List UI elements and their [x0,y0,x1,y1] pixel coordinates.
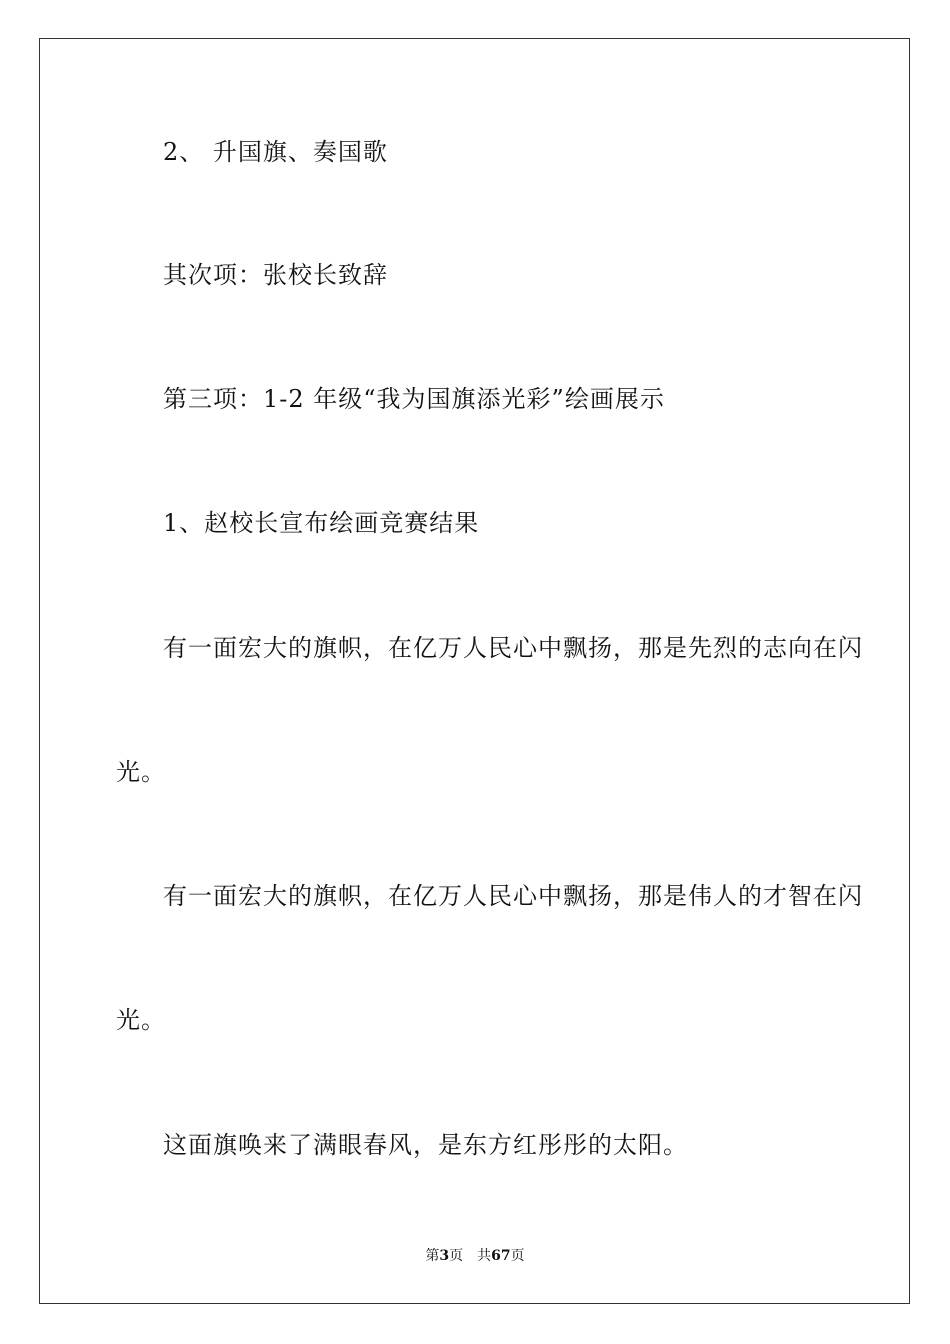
paragraph-spring-wind: 这面旗唤来了满眼春风，是东方红彤彤的太阳。 [163,1131,688,1159]
footer-page-suffix: 页 [449,1248,464,1264]
paragraph-flag-martyrs-continued: 光。 [116,758,166,786]
page-footer [0,1246,950,1266]
footer-page-prefix: 第 [425,1248,440,1264]
paragraph-item-two: 其次项：张校长致辞 [163,261,388,289]
footer-total-prefix: 共 [477,1248,492,1264]
footer-total-number: 67 [491,1248,511,1264]
page-border [39,38,910,1304]
paragraph-anthem: 2、 升国旗、奏国歌 [163,138,388,166]
footer-total-suffix: 页 [510,1248,525,1264]
paragraph-item-three: 第三项：1-2 年级“我为国旗添光彩”绘画展示 [163,385,665,413]
footer-page-number: 3 [439,1248,450,1264]
paragraph-flag-leaders: 有一面宏大的旗帜，在亿万人民心中飘扬，那是伟人的才智在闪 [163,882,863,910]
paragraph-flag-martyrs: 有一面宏大的旗帜，在亿万人民心中飘扬，那是先烈的志向在闪 [163,634,863,662]
paragraph-flag-leaders-continued: 光。 [116,1006,166,1034]
paragraph-contest-result: 1、赵校长宣布绘画竞赛结果 [163,509,480,537]
